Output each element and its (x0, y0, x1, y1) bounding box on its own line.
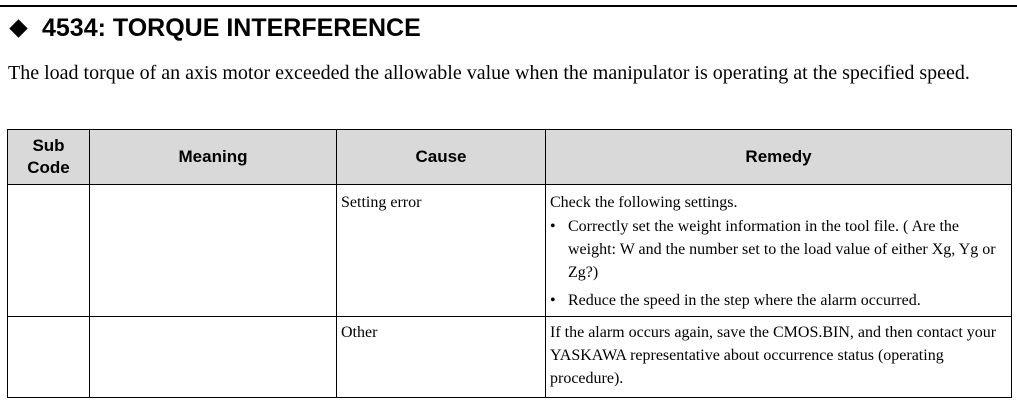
header-cause: Cause (337, 130, 546, 185)
bullet-icon: • (550, 292, 556, 309)
sub-code-cell (8, 185, 90, 317)
meaning-cell (90, 185, 337, 317)
alarm-heading (8, 13, 421, 43)
header-remedy: Remedy (546, 130, 1012, 185)
remedy-bullet-item (550, 289, 1007, 312)
bullet-icon: • (550, 218, 556, 235)
alarm-table (7, 129, 1012, 398)
alarm-description: The load torque of an axis motor exceeded the allowable value when the manipulator is operating at the specified speed. (8, 62, 970, 84)
table-row (8, 185, 1012, 317)
remedy-bullet-text: Correctly set the weight information in the tool file. ( Are the weight: W and the number set to the load value of either Xg, Yg or Zg?) (568, 218, 996, 281)
remedy-cell (546, 317, 1012, 398)
header-sub-code: Sub Code (8, 130, 90, 185)
sub-code-cell (8, 317, 90, 398)
remedy-bullet-text: Reduce the speed in the step where the alarm occurred. (568, 292, 921, 309)
remedy-intro: Check the following settings. (550, 194, 738, 211)
table-row (8, 317, 1012, 398)
cause-cell: Other (337, 317, 546, 398)
remedy-text: If the alarm occurs again, save the CMOS.BIN, and then contact your YASKAWA representative about occurrence status (operating procedure). (550, 324, 997, 387)
top-rule (0, 5, 1017, 7)
table-header-row (8, 130, 1012, 185)
remedy-cell (546, 185, 1012, 317)
alarm-title: 4534: TORQUE INTERFERENCE (42, 14, 421, 42)
cause-cell: Setting error (337, 185, 546, 317)
remedy-bullet-item (550, 215, 1007, 284)
diamond-icon (9, 19, 27, 37)
meaning-cell (90, 317, 337, 398)
header-meaning: Meaning (90, 130, 337, 185)
